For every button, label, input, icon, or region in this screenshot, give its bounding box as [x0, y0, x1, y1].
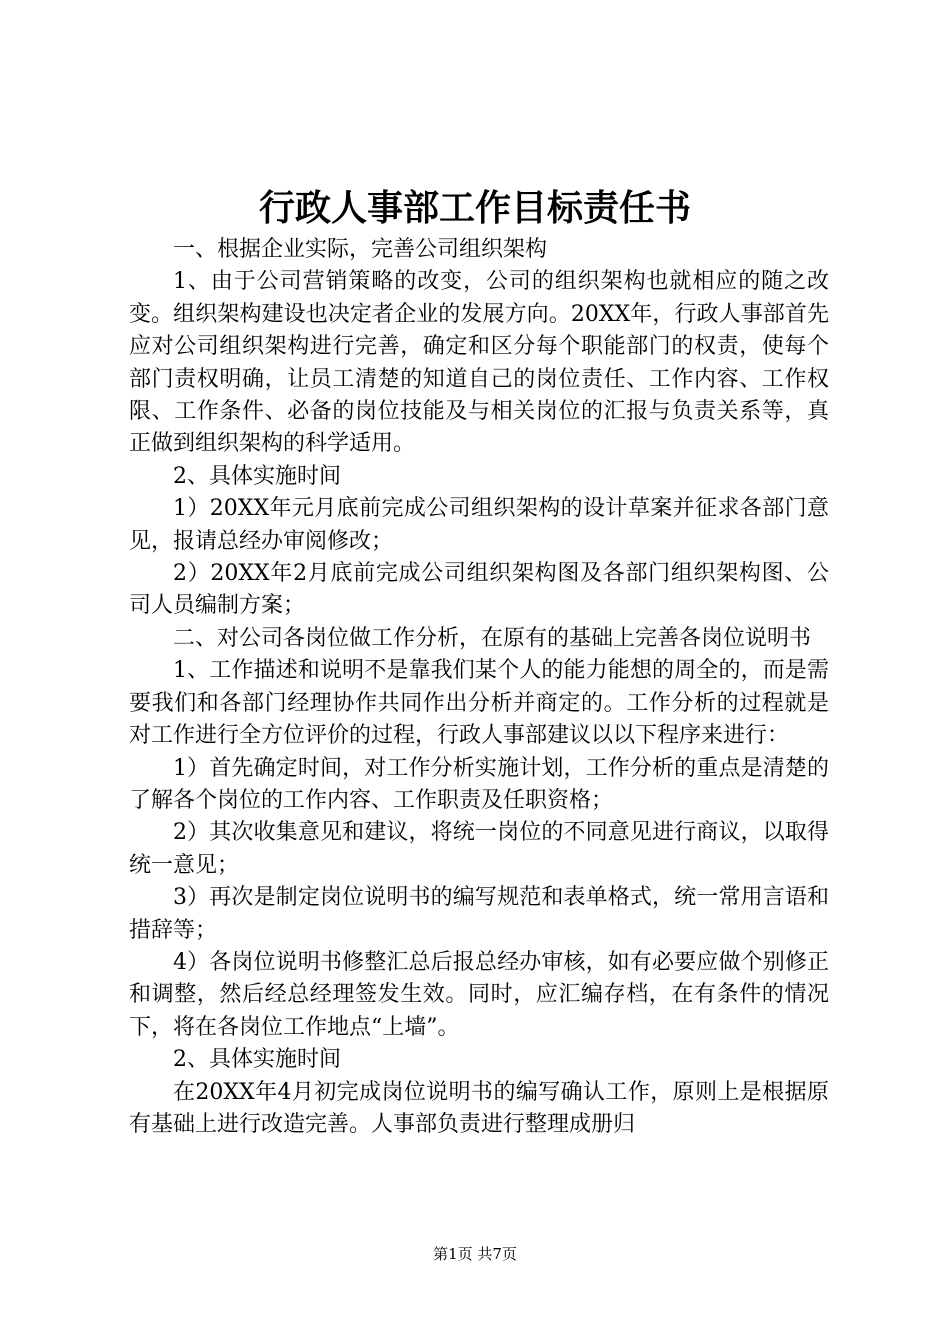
document-title: 行政人事部工作目标责任书 [258, 187, 691, 229]
paragraph: 1）20XX年元月底前完成公司组织架构的设计草案并征求各部门意见，报请总经办审阅修改； [129, 496, 829, 554]
paragraph: 2）其次收集意见和建议，将统一岗位的不同意见进行商议，以取得统一意见； [129, 820, 829, 878]
paragraph: 1）首先确定时间，对工作分析实施计划，工作分析的重点是清楚的了解各个岗位的工作内容、工作职责及任职资格； [129, 755, 829, 813]
page-footer: 第1页 共7页 [433, 1245, 517, 1263]
section-heading-2: 二、对公司各岗位做工作分析，在原有的基础上完善各岗位说明书 [173, 625, 812, 651]
paragraph: 3）再次是制定岗位说明书的编写规范和表单格式，统一常用言语和措辞等； [129, 885, 829, 943]
paragraph: 1、工作描述和说明不是靠我们某个人的能力能想的周全的，而是需要我们和各部门经理协作共同作出分析并商定的。工作分析的过程就是对工作进行全方位评价的过程，行政人事部建议以以下程序来进行： [129, 658, 829, 749]
paragraph: 1、由于公司营销策略的改变，公司的组织架构也就相应的随之改变。组织架构建设也决定者企业的发展方向。20XX年，行政人事部首先应对公司组织架构进行完善，确定和区分每个职能部门的权责，使每个部门责权明确，让员工清楚的知道自己的岗位责任、工作内容、工作权限、工作条件、必备的岗位技能及与相关岗位的汇报与负责关系等，真正做到组织架构的科学适用。 [129, 269, 829, 457]
paragraph: 2）20XX年2月底前完成公司组织架构图及各部门组织架构图、公司人员编制方案； [129, 561, 829, 619]
section-heading-1: 一、根据企业实际，完善公司组织架构 [173, 237, 548, 262]
subheading: 2、具体实施时间 [173, 1047, 341, 1073]
paragraph: 4）各岗位说明书修整汇总后报总经办审核，如有必要应做个别修正和调整，然后经总经理签发生效。同时，应汇编存档，在有条件的情况下，将在各岗位工作地点“上墙”。 [129, 949, 829, 1040]
document-body [129, 234, 829, 1141]
subheading: 2、具体实施时间 [173, 463, 341, 489]
paragraph: 在20XX年4月初完成岗位说明书的编写确认工作，原则上是根据原有基础上进行改造完善。人事部负责进行整理成册归 [129, 1079, 829, 1137]
